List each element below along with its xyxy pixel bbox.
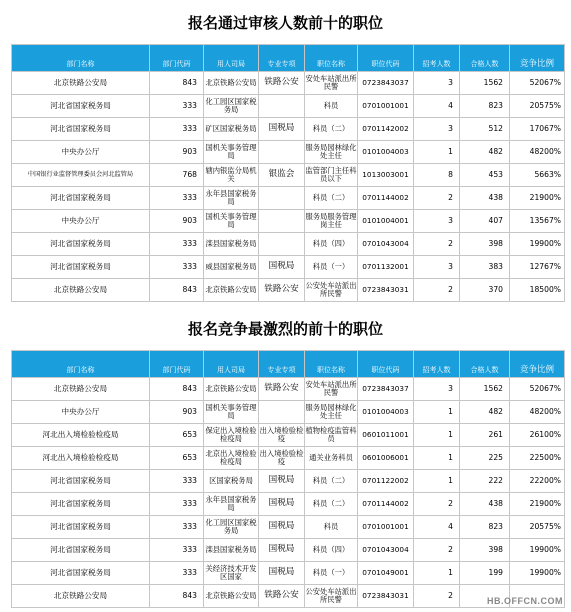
cell-dept-code: 653: [150, 447, 204, 470]
cell-position-name: 科员（二）: [305, 493, 358, 516]
cell-hiring-bureau: 保定出入境检验检疫局: [204, 424, 259, 447]
header-dept-name: 部门名称: [12, 351, 150, 378]
table2-title: 报名竞争最激烈的前十的职位: [187, 320, 383, 338]
cell-hiring-bureau: 北京铁路公安局: [204, 279, 259, 302]
header-competition-ratio: 竞争比例: [510, 45, 565, 72]
header-recruit-count: 招考人数: [414, 45, 460, 72]
header-qualified-count: 合格人数: [460, 45, 510, 72]
cell-position-name: 科员（一）: [305, 256, 358, 279]
cell-qualified-count: 453: [460, 164, 510, 187]
cell-competition-ratio: 21900%: [510, 187, 565, 210]
cell-hiring-bureau: 北京铁路公安局: [204, 378, 259, 401]
cell-hiring-bureau: 国机关事务管理局: [204, 141, 259, 164]
cell-recruit-count: 4: [414, 95, 460, 118]
cell-dept-name: 河北省国家税务局: [12, 256, 150, 279]
cell-position-name: 科员: [305, 516, 358, 539]
cell-qualified-count: 370: [460, 279, 510, 302]
cell-specialty: 国税局: [259, 493, 305, 516]
cell-position-code: 0701001001: [358, 95, 414, 118]
cell-position-name: 安处车站派出所民警: [305, 72, 358, 95]
cell-qualified-count: 438: [460, 493, 510, 516]
cell-competition-ratio: 52067%: [510, 378, 565, 401]
header-dept-code: 部门代码: [150, 45, 204, 72]
cell-position-name: 科员（二）: [305, 187, 358, 210]
cell-position-code: 0723843037: [358, 378, 414, 401]
cell-hiring-bureau: 关经济技术开发区国家: [204, 562, 259, 585]
cell-position-code: 0601006001: [358, 447, 414, 470]
cell-recruit-count: 2: [414, 539, 460, 562]
header-recruit-count: 招考人数: [414, 351, 460, 378]
header-position-code: 职位代码: [358, 45, 414, 72]
cell-competition-ratio: 22200%: [510, 470, 565, 493]
cell-specialty: 国税局: [259, 516, 305, 539]
cell-dept-code: 333: [150, 493, 204, 516]
cell-qualified-count: 1562: [460, 72, 510, 95]
cell-competition-ratio: 20575%: [510, 516, 565, 539]
cell-qualified-count: 823: [460, 516, 510, 539]
cell-position-code: 0101004003: [358, 401, 414, 424]
cell-qualified-count: 261: [460, 424, 510, 447]
table-row: [12, 516, 565, 539]
table-row: [12, 141, 565, 164]
cell-position-name: 服务局服务管理岗主任: [305, 210, 358, 233]
cell-dept-name: 河北省国家税务局: [12, 493, 150, 516]
table-row: [12, 562, 565, 585]
cell-competition-ratio: 48200%: [510, 141, 565, 164]
cell-position-code: 0723843031: [358, 585, 414, 608]
cell-qualified-count: 199: [460, 562, 510, 585]
cell-hiring-bureau: 威县国家税务局: [204, 256, 259, 279]
cell-dept-name: 中国银行业监督管理委员会河北监管局: [12, 164, 150, 187]
cell-dept-name: 河北省国家税务局: [12, 233, 150, 256]
cell-qualified-count: 1562: [460, 378, 510, 401]
cell-competition-ratio: 17067%: [510, 118, 565, 141]
cell-specialty: 铁路公安: [259, 585, 305, 608]
table-row: [12, 585, 565, 608]
table-top-positions-by-approved: [11, 44, 565, 302]
cell-competition-ratio: 19900%: [510, 562, 565, 585]
cell-specialty: 国税局: [259, 539, 305, 562]
cell-specialty: 银监会: [259, 164, 305, 187]
cell-position-code: 0701144002: [358, 493, 414, 516]
table-row: [12, 378, 565, 401]
cell-position-name: 监管部门主任科员以下: [305, 164, 358, 187]
cell-hiring-bureau: 滦县国家税务局: [204, 539, 259, 562]
table-row: [12, 401, 565, 424]
cell-competition-ratio: 26100%: [510, 424, 565, 447]
cell-specialty: 国税局: [259, 562, 305, 585]
header-row: [12, 351, 565, 378]
header-position-name: 职位名称: [305, 45, 358, 72]
cell-dept-name: 北京铁路公安局: [12, 585, 150, 608]
cell-hiring-bureau: 化工园区国家税务局: [204, 516, 259, 539]
cell-position-name: 科员（二）: [305, 470, 358, 493]
cell-dept-name: 河北省国家税务局: [12, 118, 150, 141]
cell-position-code: 0601011001: [358, 424, 414, 447]
cell-recruit-count: 2: [414, 233, 460, 256]
cell-competition-ratio: 52067%: [510, 72, 565, 95]
cell-recruit-count: 1: [414, 470, 460, 493]
cell-qualified-count: 398: [460, 233, 510, 256]
header-row: [12, 45, 565, 72]
cell-specialty: 出入境检验检疫: [259, 447, 305, 470]
cell-qualified-count: 383: [460, 256, 510, 279]
cell-dept-name: 北京铁路公安局: [12, 378, 150, 401]
cell-qualified-count: 482: [460, 141, 510, 164]
cell-dept-code: 333: [150, 95, 204, 118]
cell-position-code: 0701132001: [358, 256, 414, 279]
cell-recruit-count: 8: [414, 164, 460, 187]
table-row: [12, 539, 565, 562]
cell-recruit-count: 3: [414, 378, 460, 401]
header-specialty: 专业专项: [259, 45, 305, 72]
cell-qualified-count: 512: [460, 118, 510, 141]
cell-position-name: 通关业务科员: [305, 447, 358, 470]
cell-hiring-bureau: 国机关事务管理局: [204, 210, 259, 233]
cell-hiring-bureau: 国机关事务管理局: [204, 401, 259, 424]
cell-competition-ratio: 21900%: [510, 493, 565, 516]
cell-qualified-count: 438: [460, 187, 510, 210]
cell-dept-code: 333: [150, 118, 204, 141]
cell-position-name: 安处车站派出所民警: [305, 378, 358, 401]
cell-recruit-count: 2: [414, 187, 460, 210]
cell-specialty: [259, 141, 305, 164]
cell-specialty: [259, 401, 305, 424]
cell-dept-name: 中央办公厅: [12, 401, 150, 424]
cell-dept-code: 653: [150, 424, 204, 447]
cell-specialty: [259, 95, 305, 118]
cell-competition-ratio: 18500%: [510, 279, 565, 302]
cell-hiring-bureau: 化工园区国家税务局: [204, 95, 259, 118]
cell-position-name: 科员（一）: [305, 562, 358, 585]
cell-dept-code: 333: [150, 187, 204, 210]
table-row: [12, 470, 565, 493]
cell-hiring-bureau: 永年县国家税务局: [204, 493, 259, 516]
cell-specialty: [259, 233, 305, 256]
header-dept-name: 部门名称: [12, 45, 150, 72]
cell-position-code: 1013003001: [358, 164, 414, 187]
cell-recruit-count: 3: [414, 256, 460, 279]
cell-position-code: 0701001001: [358, 516, 414, 539]
cell-recruit-count: 1: [414, 424, 460, 447]
cell-recruit-count: 3: [414, 210, 460, 233]
cell-competition-ratio: 12767%: [510, 256, 565, 279]
cell-dept-name: 河北出入境检验检疫局: [12, 447, 150, 470]
cell-competition-ratio: 5663%: [510, 164, 565, 187]
cell-position-code: 0701049001: [358, 562, 414, 585]
cell-competition-ratio: 20575%: [510, 95, 565, 118]
cell-dept-code: 333: [150, 233, 204, 256]
cell-dept-name: 河北出入境检验检疫局: [12, 424, 150, 447]
cell-position-name: 公安处车站派出所民警: [305, 585, 358, 608]
cell-position-code: 0701043004: [358, 233, 414, 256]
table-row: [12, 279, 565, 302]
cell-dept-name: 河北省国家税务局: [12, 187, 150, 210]
cell-position-name: 服务局园林绿化处主任: [305, 141, 358, 164]
cell-dept-code: 903: [150, 210, 204, 233]
table1-title: 报名通过审核人数前十的职位: [187, 14, 383, 32]
table-row: [12, 210, 565, 233]
cell-specialty: [259, 187, 305, 210]
cell-specialty: 铁路公安: [259, 378, 305, 401]
cell-position-name: 科员（二）: [305, 118, 358, 141]
cell-recruit-count: 2: [414, 493, 460, 516]
cell-position-code: 0723843031: [358, 279, 414, 302]
cell-dept-name: 北京铁路公安局: [12, 72, 150, 95]
cell-competition-ratio: 48200%: [510, 401, 565, 424]
cell-hiring-bureau: 矿区国家税务局: [204, 118, 259, 141]
cell-dept-code: 333: [150, 516, 204, 539]
cell-competition-ratio: 19900%: [510, 233, 565, 256]
cell-qualified-count: 482: [460, 401, 510, 424]
cell-hiring-bureau: 滦县国家税务局: [204, 233, 259, 256]
cell-specialty: 国税局: [259, 470, 305, 493]
cell-dept-code: 333: [150, 539, 204, 562]
cell-specialty: 出入境检验检疫: [259, 424, 305, 447]
cell-dept-name: 中央办公厅: [12, 141, 150, 164]
cell-dept-name: 河北省国家税务局: [12, 562, 150, 585]
header-specialty: 专业专项: [259, 351, 305, 378]
cell-dept-code: 768: [150, 164, 204, 187]
cell-qualified-count: 225: [460, 447, 510, 470]
cell-recruit-count: 2: [414, 279, 460, 302]
cell-dept-name: 河北省国家税务局: [12, 516, 150, 539]
cell-qualified-count: 222: [460, 470, 510, 493]
cell-specialty: 国税局: [259, 256, 305, 279]
cell-qualified-count: 823: [460, 95, 510, 118]
cell-dept-code: 903: [150, 401, 204, 424]
cell-dept-code: 843: [150, 585, 204, 608]
cell-position-code: 0701122002: [358, 470, 414, 493]
cell-hiring-bureau: 北京出入境检验检疫局: [204, 447, 259, 470]
table-most-competitive-positions: [11, 350, 565, 608]
cell-dept-name: 河北省国家税务局: [12, 95, 150, 118]
cell-specialty: 铁路公安: [259, 72, 305, 95]
header-dept-code: 部门代码: [150, 351, 204, 378]
cell-dept-code: 333: [150, 470, 204, 493]
cell-position-name: 植物检疫监管科员: [305, 424, 358, 447]
watermark: HB.OFFCN.COM: [487, 596, 563, 606]
table-row: [12, 493, 565, 516]
cell-specialty: 国税局: [259, 118, 305, 141]
cell-dept-code: 333: [150, 256, 204, 279]
cell-position-name: 公安处车站派出所民警: [305, 279, 358, 302]
cell-position-name: 服务局园林绿化处主任: [305, 401, 358, 424]
header-position-code: 职位代码: [358, 351, 414, 378]
cell-dept-name: 河北省国家税务局: [12, 539, 150, 562]
cell-specialty: 铁路公安: [259, 279, 305, 302]
cell-qualified-count: 398: [460, 539, 510, 562]
cell-hiring-bureau: 区国家税务局: [204, 470, 259, 493]
cell-recruit-count: 1: [414, 141, 460, 164]
cell-hiring-bureau: 永年县国家税务局: [204, 187, 259, 210]
cell-recruit-count: 2: [414, 585, 460, 608]
table-row: [12, 118, 565, 141]
cell-position-name: 科员（四）: [305, 233, 358, 256]
cell-hiring-bureau: 北京铁路公安局: [204, 72, 259, 95]
cell-recruit-count: 3: [414, 118, 460, 141]
header-qualified-count: 合格人数: [460, 351, 510, 378]
cell-dept-name: 河北省国家税务局: [12, 470, 150, 493]
cell-dept-code: 843: [150, 378, 204, 401]
cell-position-name: 科员（四）: [305, 539, 358, 562]
cell-recruit-count: 1: [414, 447, 460, 470]
cell-position-code: 0101004003: [358, 141, 414, 164]
cell-position-code: 0701043004: [358, 539, 414, 562]
header-position-name: 职位名称: [305, 351, 358, 378]
table-row: [12, 256, 565, 279]
cell-competition-ratio: 13567%: [510, 210, 565, 233]
cell-recruit-count: 1: [414, 401, 460, 424]
cell-dept-code: 843: [150, 279, 204, 302]
cell-dept-code: 333: [150, 562, 204, 585]
cell-dept-code: 903: [150, 141, 204, 164]
table-row: [12, 164, 565, 187]
cell-position-code: 0101004001: [358, 210, 414, 233]
cell-specialty: [259, 210, 305, 233]
cell-position-code: 0701142002: [358, 118, 414, 141]
cell-position-name: 科员: [305, 95, 358, 118]
cell-position-code: 0723843037: [358, 72, 414, 95]
table-row: [12, 233, 565, 256]
header-competition-ratio: 竞争比例: [510, 351, 565, 378]
table-row: [12, 72, 565, 95]
cell-dept-name: 北京铁路公安局: [12, 279, 150, 302]
cell-hiring-bureau: 辖内银监分局机关: [204, 164, 259, 187]
header-hiring-bureau: 用人司局: [204, 45, 259, 72]
cell-competition-ratio: 22500%: [510, 447, 565, 470]
table-row: [12, 95, 565, 118]
header-hiring-bureau: 用人司局: [204, 351, 259, 378]
cell-dept-code: 843: [150, 72, 204, 95]
cell-hiring-bureau: 北京铁路公安局: [204, 585, 259, 608]
cell-dept-name: 中央办公厅: [12, 210, 150, 233]
table-row: [12, 447, 565, 470]
cell-recruit-count: 3: [414, 72, 460, 95]
table-row: [12, 187, 565, 210]
cell-competition-ratio: 19900%: [510, 539, 565, 562]
cell-recruit-count: 4: [414, 516, 460, 539]
table-row: [12, 424, 565, 447]
cell-position-code: 0701144002: [358, 187, 414, 210]
cell-recruit-count: 1: [414, 562, 460, 585]
cell-qualified-count: 407: [460, 210, 510, 233]
